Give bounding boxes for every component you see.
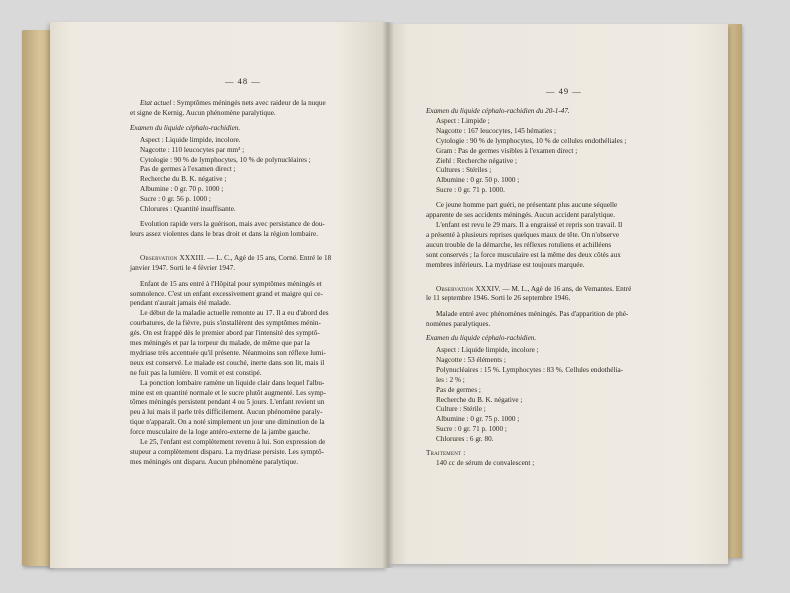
intro-line-2: et signe de Kernig. Aucun phénomène paralytique. (130, 108, 276, 117)
body-line: somnolence. C'est un enfant excessivement grand et maigre qui ce- (130, 289, 323, 298)
open-book (22, 18, 744, 572)
body-line: peu à lui mais il parle très difficilement. Aucun phénomène paraly- (130, 408, 323, 417)
body-line: gés. On est frappé dès le premier abord par l'intensité des symptô- (130, 329, 320, 338)
exam-item: Ziehl : Recherche négative ; (436, 156, 518, 165)
exam-heading: Examen du liquide céphalo-rachidien. (130, 123, 241, 132)
intro-line-1: Etat actuel : Symptômes méningés nets avec raideur de la nuque (140, 99, 326, 107)
exam-item: Chlorures : 6 gr. 80. (436, 435, 494, 444)
body-line: mydriase très accentuée qu'il présente. Néanmoins son réflexe lumi- (130, 348, 326, 357)
body-line: courbatures, de la fièvre, puis s'installèrent des symptômes ménin- (130, 319, 321, 328)
exam-item: Recherche du B. K. négative ; (140, 175, 227, 184)
exam-item: Sucre : 0 gr. 71 p. 1000 ; (436, 425, 507, 434)
exam-item: Cytologie : 90 % de lymphocytes, 10 % de cellules endothéliales ; (436, 136, 627, 145)
body-line: Le 25, l'enfant est complètement revenu à lui. Son expression de (140, 438, 326, 447)
exam-item: Polynucléaires : 15 %. Lymphocytes : 83 %. Cellules endothélia- (436, 365, 624, 374)
exam-item: Pas de germes à l'examen direct ; (140, 165, 236, 174)
right-page-text (426, 107, 688, 469)
para-line: aucun trouble de la démarche, les réflexes rotuliens et achilléens (426, 240, 612, 249)
exam-item: Aspect : Liquide limpide, incolore. (140, 135, 241, 144)
body-line: stupeur a complètement disparu. La mydriase persiste. Les symptô- (130, 448, 325, 456)
body-line: Le début de la maladie actuelle remonte au 17. Il a eu d'abord des (140, 309, 329, 318)
exam-item: Aspect : Limpide ; (436, 116, 490, 125)
body-line: mine est en quantité normale et le sucre plutôt augmenté. Les symp- (130, 388, 326, 397)
malade-line: Malade entré avec phénomènes méningés. Pas d'apparition de phé- (436, 310, 629, 319)
observation-dates: janvier 1947. Sorti le 4 février 1947. (130, 263, 235, 272)
observation-heading: Observation XXXIII. — L. C., Agé de 15 ans, Corné. Entré le 18 (140, 253, 332, 262)
observation-dates: le 11 septembre 1946. Sorti le 26 septembre 1946. (426, 294, 571, 303)
body-line: mes méningés et par la torpeur du malade, de même que par la (130, 339, 310, 348)
traitement-item: 140 cc de sérum de convalescent ; (436, 459, 535, 467)
para-line: membres inférieurs. La mydriase est toujours marquée. (426, 260, 585, 269)
body-line: force musculaire de la loge antéro-externe de la jambe gauche. (130, 428, 310, 437)
body-line: tique n'apparaît. On a noté simplement un jour une diminution de la (130, 418, 325, 427)
book-cover-left-edge (22, 30, 52, 566)
exam-item: Nagcotte : 167 leucocytes, 145 hématies ; (436, 126, 556, 135)
exam-heading: Examen du liquide céphalo-rachidien. (426, 334, 537, 343)
exam-item: les : 2 % ; (436, 375, 465, 384)
para-line: Ce jeune homme part guéri, ne présentant plus aucune séquelle (436, 201, 618, 210)
observation-heading: Observation XXXIV. — M. L., Agé de 16 ans, de Vernantes. Entré (436, 284, 632, 293)
body-line: ne fuit pas la lumière. Il vomit et est constipé. (130, 368, 262, 377)
book-gutter (382, 22, 394, 568)
book-cover-right-edge (728, 24, 742, 558)
exam-item: Sucre : 0 gr. 56 p. 1000 ; (140, 195, 211, 204)
para-line: a présenté à plusieurs reprises quelques maux de tête. On n'observe (426, 230, 620, 239)
body-line: Enfant de 15 ans entré à l'Hôpital pour symptômes méningés et (140, 279, 322, 288)
exam-item: Sucre : 0 gr. 71 p. 1000. (436, 186, 505, 195)
traitement-heading: Traitement : (426, 449, 466, 458)
left-page-text (130, 99, 382, 468)
exam-item: Cytologie : 90 % de lymphocytes, 10 % de polynucléaires ; (140, 155, 311, 164)
exam-item: Aspect : Liquide limpide, incolore ; (436, 346, 539, 355)
para-line: sont conservés ; la force musculaire est la même des deux côtés aux (426, 250, 621, 259)
evolution-line: leurs assez violentes dans le bras droit et dans la région lombaire. (130, 229, 319, 238)
exam-item: Culture : Stérile ; (436, 405, 486, 414)
exam-heading: Examen du liquide céphalo-rachidien du 20-1-47. (426, 107, 570, 115)
exam-item: Pas de germes ; (436, 385, 481, 394)
exam-item: Gram : Pas de germes visibles à l'examen direct ; (436, 146, 578, 155)
exam-item: Recherche du B. K. négative ; (436, 395, 523, 404)
malade-line: nomènes paralytiques. (426, 320, 491, 329)
exam-item: Cultures : Stériles ; (436, 166, 492, 175)
body-line: La ponction lombaire ramène un liquide clair dans lequel l'albu- (140, 378, 325, 387)
left-page (50, 22, 388, 568)
exam-item: Chlorures : Quantité insuffisante. (140, 205, 236, 214)
body-line: pendant n'aurait jamais été malade. (130, 299, 231, 308)
body-line: tômes méningés persistent pendant 4 ou 5 jours. L'enfant revient un (130, 398, 325, 407)
exam-item: Albumine : 0 gr. 75 p. 1000 ; (436, 415, 520, 424)
evolution-line: Evolution rapide vers la guérison, mais avec persistance de dou- (140, 219, 325, 228)
page-number-left: — 48 — (225, 76, 261, 86)
body-line: mes méningés ont disparu. Aucun phénomène paralytique. (130, 457, 299, 466)
page-number-right: — 49 — (546, 86, 582, 96)
exam-item: Albumine : 0 gr. 50 p. 1000 ; (436, 176, 520, 185)
exam-item: Albumine : 0 gr. 70 p. 1000 ; (140, 185, 224, 194)
exam-item: Nagcotte : 53 éléments ; (436, 355, 506, 364)
right-page (388, 24, 728, 564)
para-line: apparente de ses accidents méningés. Aucun accident paralytique. (426, 211, 615, 220)
exam-item: Nagcotte : 110 leucocytes par mm³ ; (140, 145, 245, 154)
para-line: L'enfant est revu le 29 mars. Il a engraissé et repris son travail. Il (436, 220, 623, 229)
body-line: neux est conservé. Le malade est couché, inerte dans son lit, mais il (130, 358, 325, 367)
